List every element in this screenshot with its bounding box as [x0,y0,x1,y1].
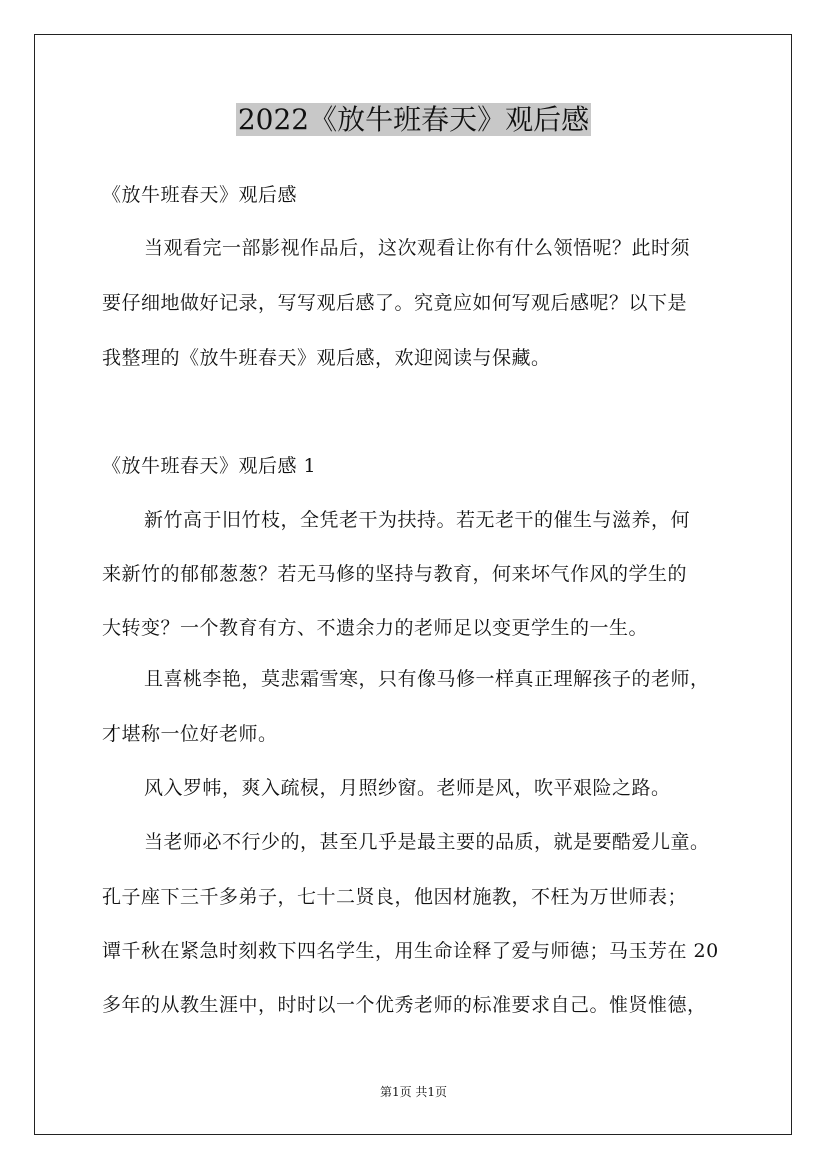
body-line: 且喜桃李艳，莫悲霜雪寒，只有像马修一样真正理解孩子的老师， [144,668,710,690]
subtitle: 《放牛班春天》观后感 [102,184,298,206]
page-title: 2022《放牛班春天》观后感 [237,103,590,136]
body-line: 新竹高于旧竹枝，全凭老干为扶持。若无老干的催生与滋养，何 [144,509,691,531]
body-line: 多年的从教生涯中，时时以一个优秀老师的标准要求自己。惟贤惟德， [102,994,707,1016]
body-line: 来新竹的郁郁葱葱？若无马修的坚持与教育，何来坏气作风的学生的 [102,563,688,585]
body-line: 大转变？一个教育有方、不遗余力的老师足以变更学生的一生。 [102,617,649,639]
intro-line: 要仔细地做好记录，写写观后感了。究竟应如何写观后感呢？以下是 [102,292,688,314]
body-line: 才堪称一位好老师。 [102,723,278,745]
intro-line: 当观看完一部影视作品后，这次观看让你有什么领悟呢？此时须 [144,237,691,259]
body-line: 当老师必不行少的，甚至几乎是最主要的品质，就是要酷爱儿童。 [144,831,710,853]
body-line: 风入罗帏，爽入疏棂，月照纱窗。老师是风，吹平艰险之路。 [144,777,671,799]
body-line: 孔子座下三千多弟子，七十二贤良，他因材施教，不枉为万世师表； [102,886,688,908]
intro-line: 我整理的《放牛班春天》观后感，欢迎阅读与保藏。 [102,347,551,369]
page-footer: 第1页 共1页 [379,1085,448,1099]
section-heading: 《放牛班春天》观后感 1 [102,455,317,477]
body-line: 谭千秋在紧急时刻救下四名学生，用生命诠释了爱与师德；马玉芳在 20 [102,940,719,962]
